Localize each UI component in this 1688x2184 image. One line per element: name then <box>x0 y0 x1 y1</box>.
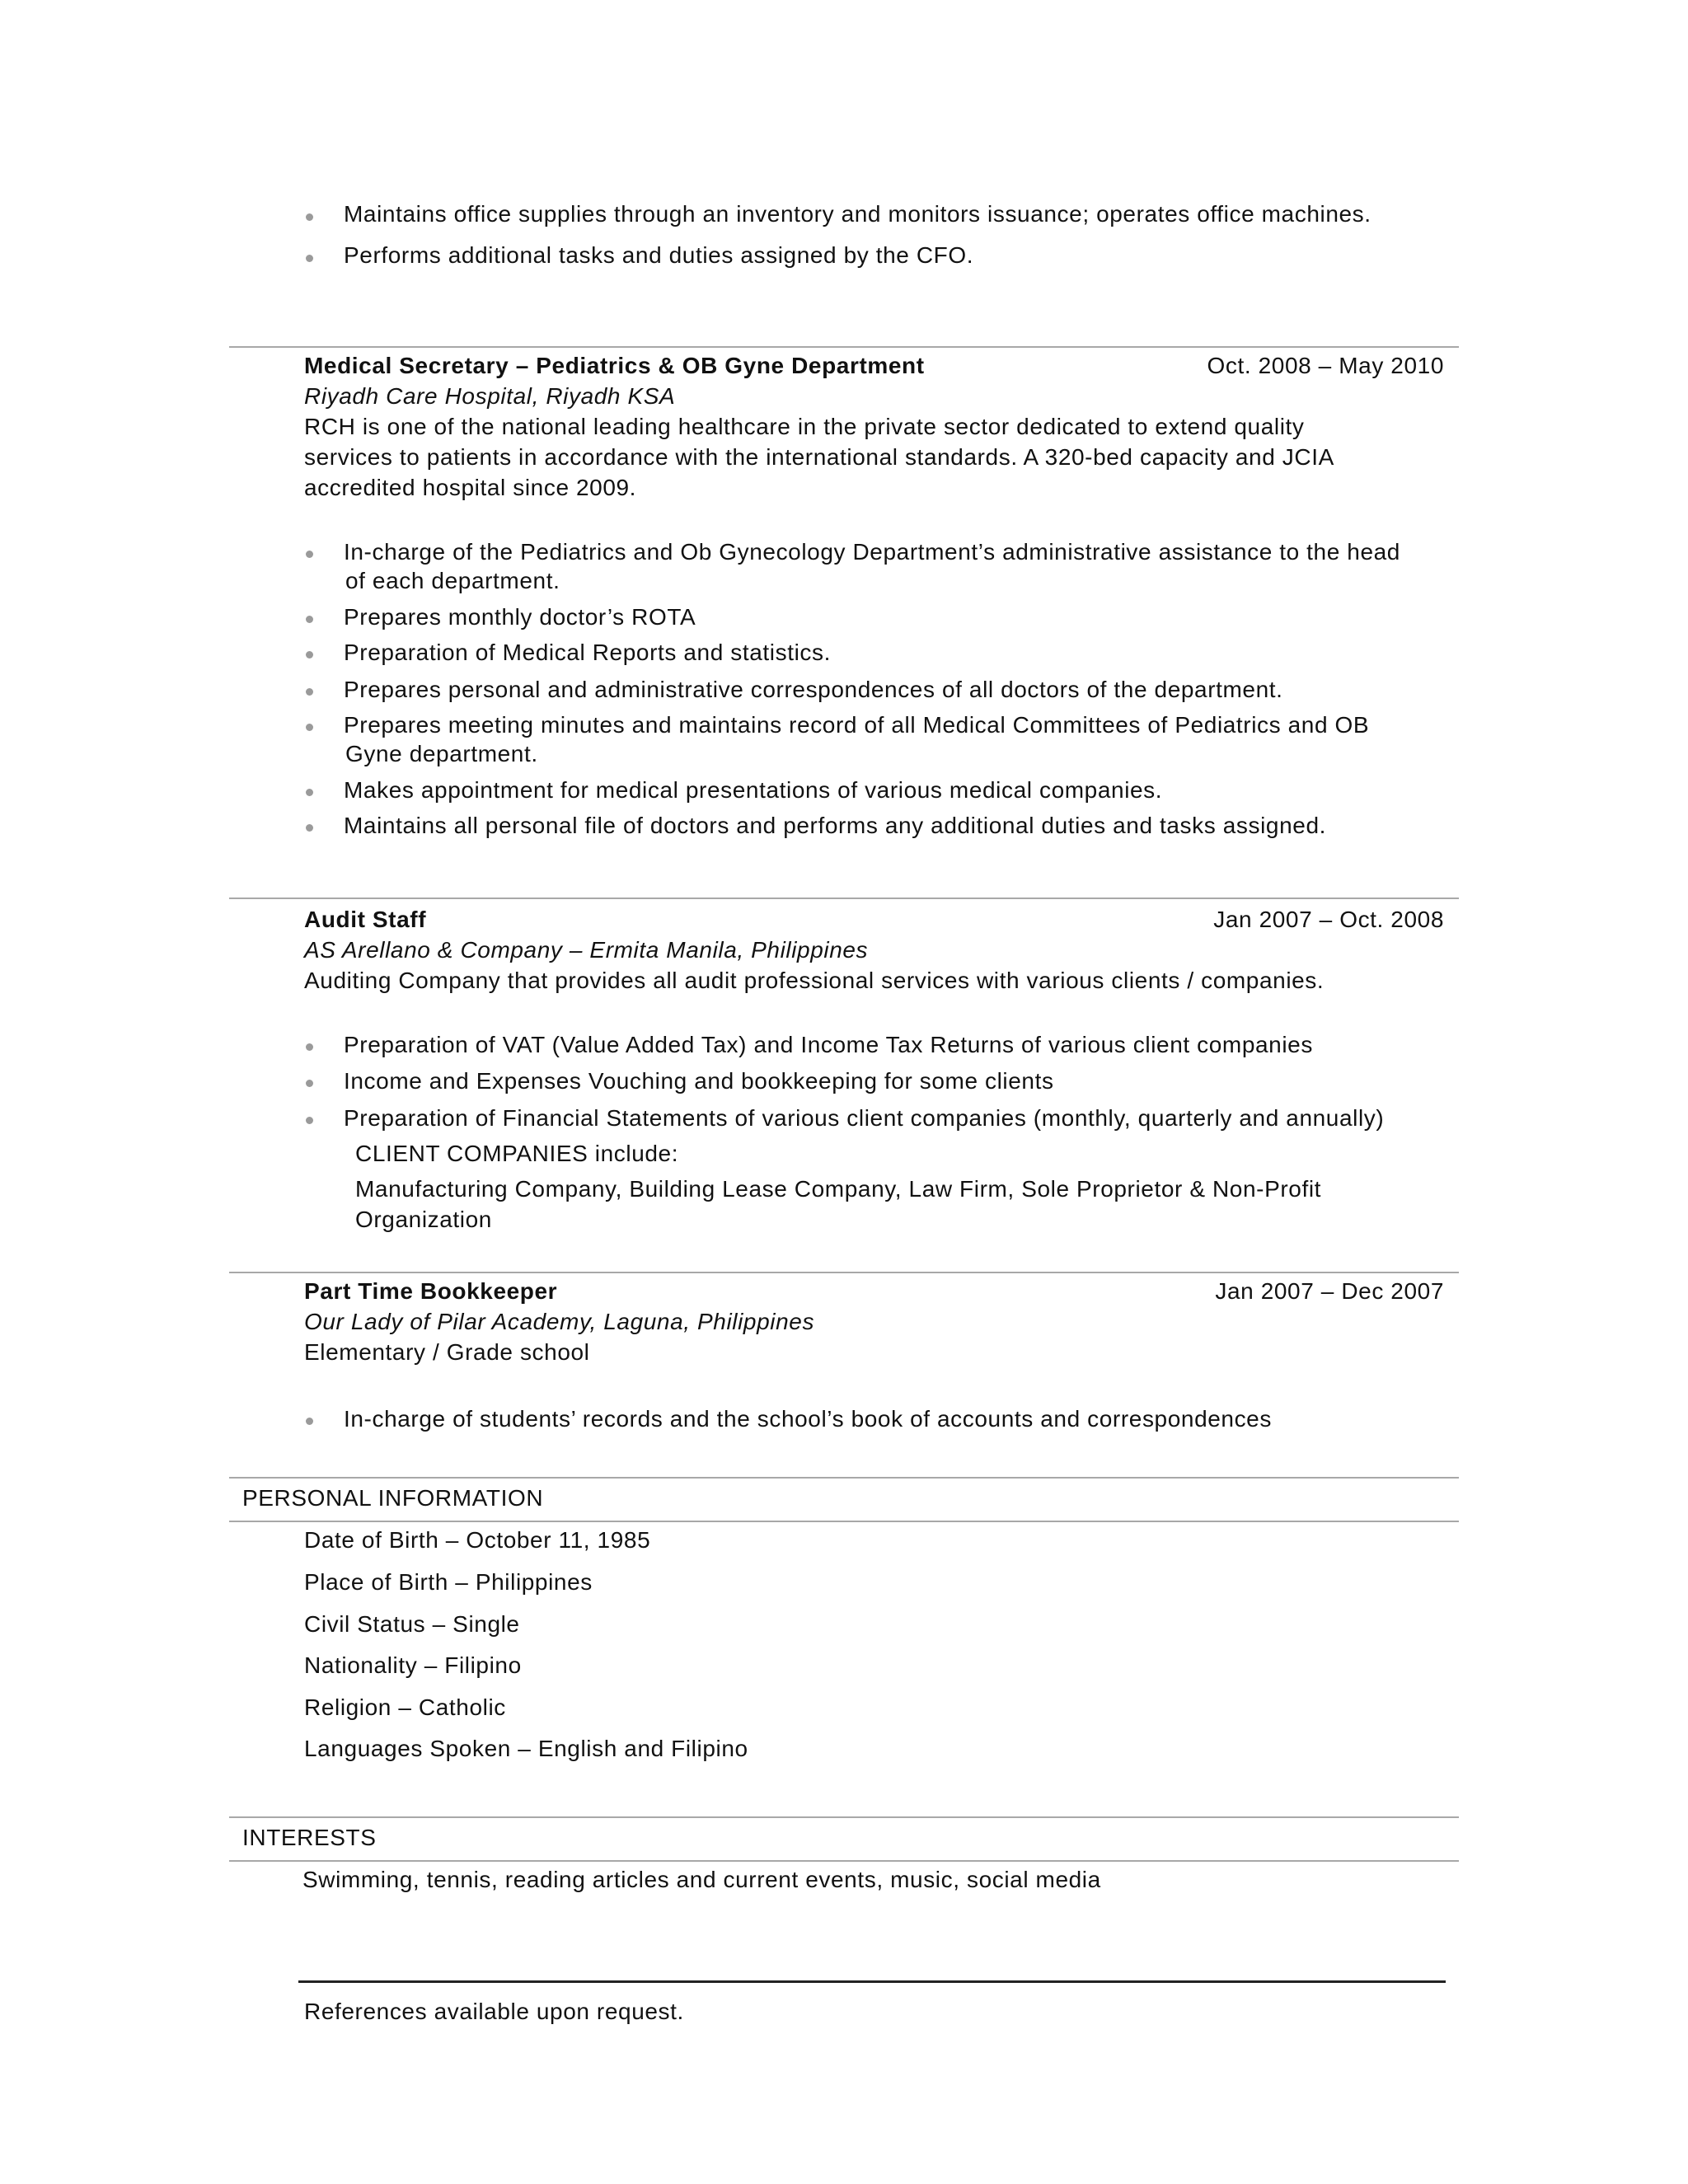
section-divider <box>229 1816 1459 1818</box>
job-title: Audit Staff <box>304 907 427 932</box>
top-bullet-1: Maintains office supplies through an inventory and monitors issuance; operates office machines. <box>344 201 1372 227</box>
personal-item: Religion – Catholic <box>304 1694 506 1720</box>
duty-item-cont: Gyne department. <box>345 741 538 766</box>
bullet-marker <box>306 688 313 696</box>
personal-item: Civil Status – Single <box>304 1611 520 1637</box>
bullet-marker <box>306 789 313 796</box>
bullet-marker <box>306 724 313 731</box>
personal-item: Date of Birth – October 11, 1985 <box>304 1527 651 1553</box>
personal-item: Languages Spoken – English and Filipino <box>304 1736 748 1761</box>
clients-list-line: Organization <box>355 1207 492 1232</box>
job-description-line: RCH is one of the national leading healthcare in the private sector dedicated to extend quality <box>304 414 1305 439</box>
section-heading-personal: PERSONAL INFORMATION <box>242 1485 544 1511</box>
job-dates: Oct. 2008 – May 2010 <box>1207 353 1444 378</box>
bullet-marker <box>306 255 313 262</box>
duty-item-cont: of each department. <box>345 568 560 593</box>
section-divider <box>229 1272 1459 1273</box>
duty-item: In-charge of the Pediatrics and Ob Gynecology Department’s administrative assistance to the head <box>344 539 1400 565</box>
job-dates: Jan 2007 – Dec 2007 <box>1215 1278 1444 1304</box>
duty-item: Income and Expenses Vouching and bookkeeping for some clients <box>344 1068 1054 1094</box>
top-bullet-2: Performs additional tasks and duties assigned by the CFO. <box>344 242 974 268</box>
section-heading-interests: INTERESTS <box>242 1825 377 1850</box>
duty-item: Maintains all personal file of doctors and performs any additional duties and tasks assigned. <box>344 813 1327 838</box>
section-divider <box>229 898 1459 899</box>
job-dates: Jan 2007 – Oct. 2008 <box>1213 907 1444 932</box>
personal-item: Place of Birth – Philippines <box>304 1569 593 1595</box>
bullet-marker <box>306 651 313 658</box>
employer: Our Lady of Pilar Academy, Laguna, Philippines <box>304 1309 815 1334</box>
section-divider <box>229 1521 1459 1522</box>
job-description-line: services to patients in accordance with the international standards. A 320-bed capacity and JCIA <box>304 444 1334 470</box>
clients-list-line: Manufacturing Company, Building Lease Company, Law Firm, Sole Proprietor & Non-Profit <box>355 1176 1322 1202</box>
bullet-marker <box>306 551 313 558</box>
duty-item: Preparation of Financial Statements of various client companies (monthly, quarterly and annually) <box>344 1105 1385 1131</box>
job-description: Elementary / Grade school <box>304 1339 590 1365</box>
job-description: Auditing Company that provides all audit professional services with various clients / companies. <box>304 968 1325 993</box>
personal-item: Nationality – Filipino <box>304 1652 522 1678</box>
duty-item: Prepares personal and administrative correspondences of all doctors of the department. <box>344 677 1283 702</box>
interests-text: Swimming, tennis, reading articles and current events, music, social media <box>302 1867 1101 1892</box>
bullet-marker <box>306 1043 313 1051</box>
bullet-marker <box>306 213 313 221</box>
duty-item: Makes appointment for medical presentations of various medical companies. <box>344 777 1163 803</box>
duty-item: In-charge of students’ records and the school’s book of accounts and correspondences <box>344 1406 1272 1432</box>
bullet-marker <box>306 1117 313 1124</box>
job-title: Medical Secretary – Pediatrics & OB Gyne Department <box>304 353 925 378</box>
bullet-marker <box>306 824 313 832</box>
job-description-line: accredited hospital since 2009. <box>304 475 637 500</box>
bullet-marker <box>306 1080 313 1087</box>
bullet-marker <box>306 1418 313 1425</box>
duty-item: Preparation of Medical Reports and statistics. <box>344 640 831 665</box>
footer-divider <box>298 1980 1446 1983</box>
clients-label: CLIENT COMPANIES include: <box>355 1141 679 1166</box>
employer: AS Arellano & Company – Ermita Manila, Philippines <box>304 937 869 963</box>
bullet-marker <box>306 616 313 623</box>
duty-item: Preparation of VAT (Value Added Tax) and Income Tax Returns of various client companies <box>344 1032 1313 1057</box>
references-note: References available upon request. <box>304 1999 684 2024</box>
duty-item: Prepares meeting minutes and maintains record of all Medical Committees of Pediatrics and OB <box>344 712 1370 738</box>
job-title: Part Time Bookkeeper <box>304 1278 558 1304</box>
employer: Riyadh Care Hospital, Riyadh KSA <box>304 383 676 409</box>
section-divider <box>229 1477 1459 1479</box>
duty-item: Prepares monthly doctor’s ROTA <box>344 604 696 630</box>
section-divider <box>229 346 1459 348</box>
section-divider <box>229 1860 1459 1862</box>
